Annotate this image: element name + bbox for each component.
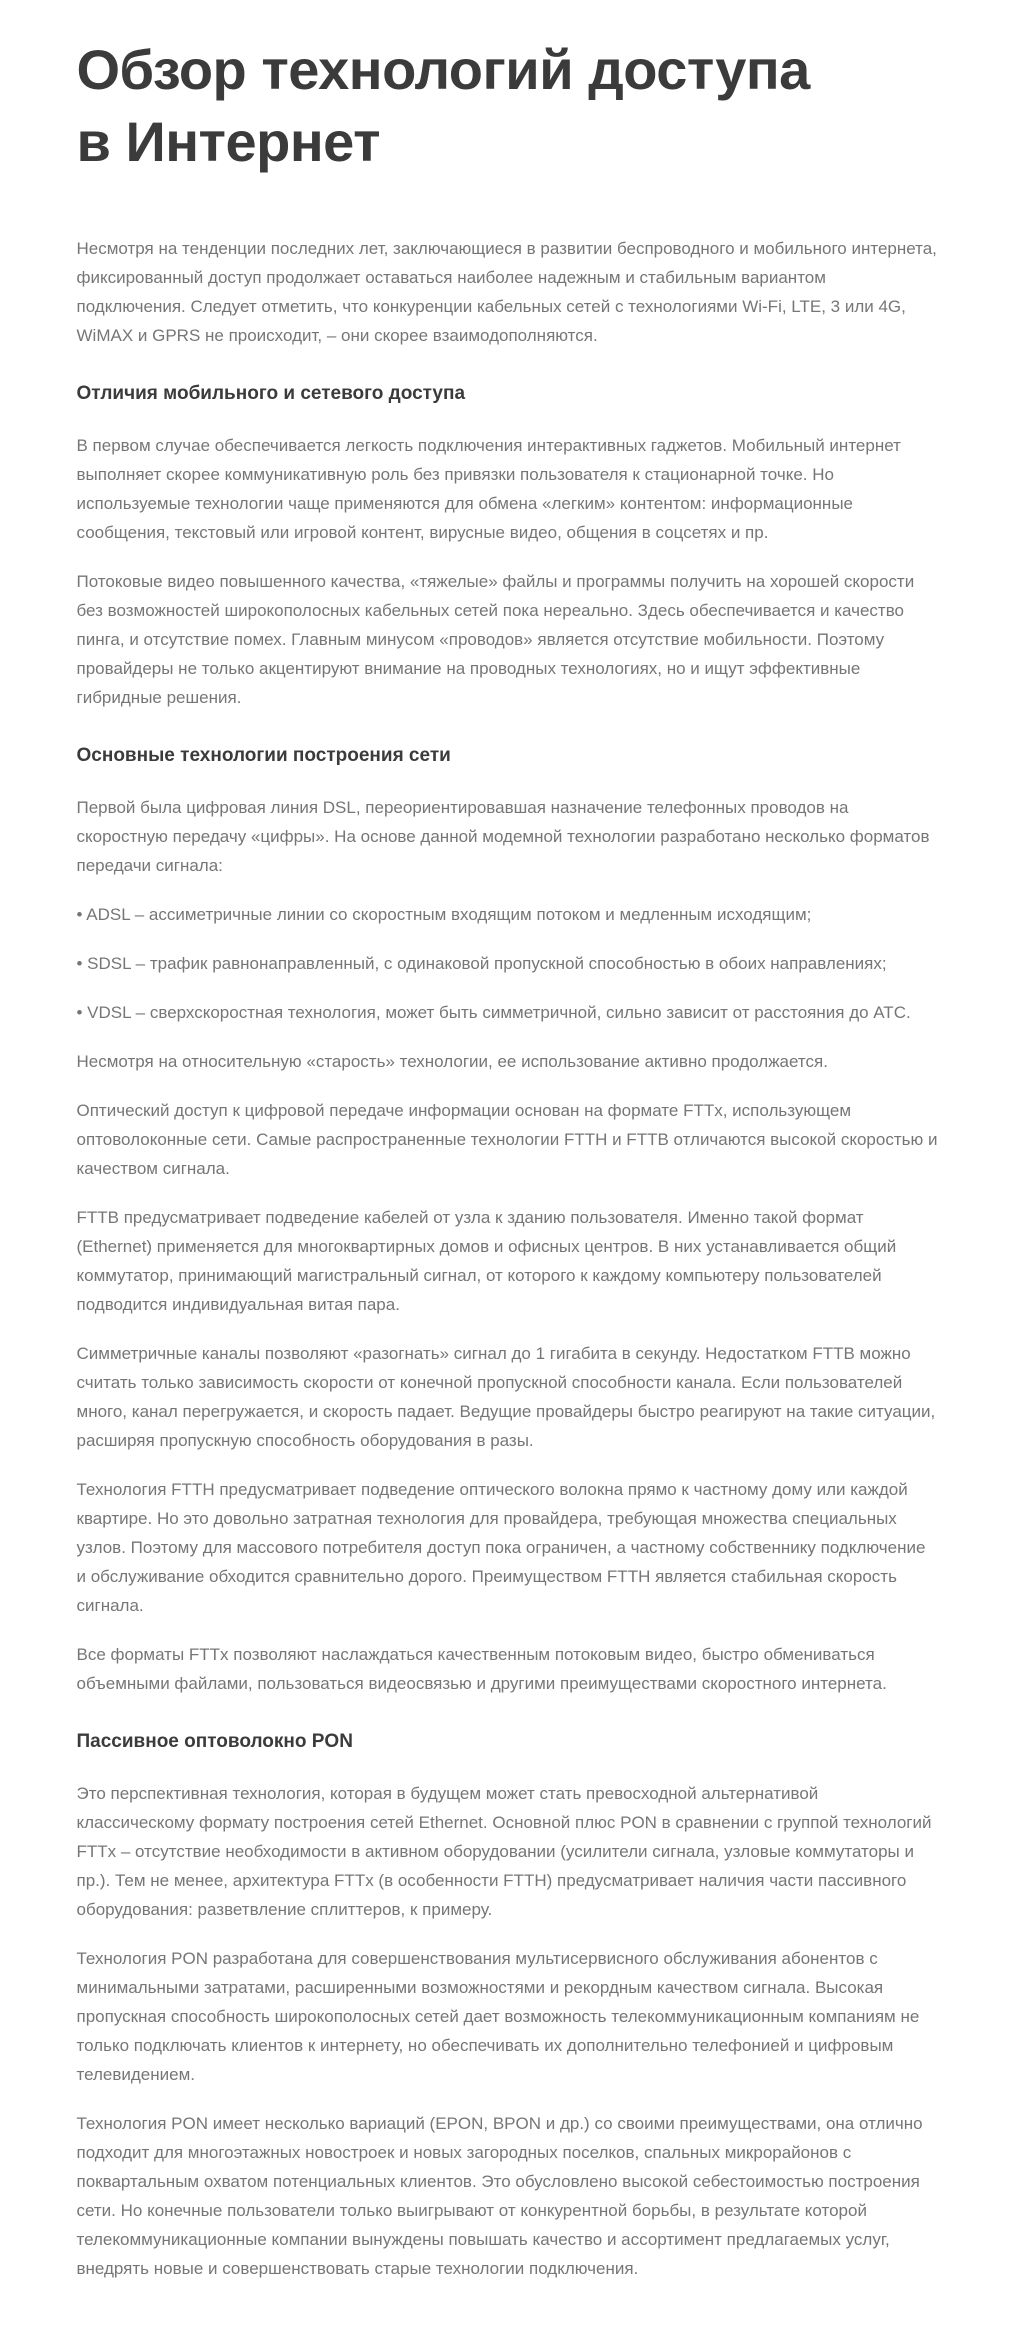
paragraph: Технология PON имеет несколько вариаций (EPON, BPON и др.) со своими преимуществами, она отлично подходит для многоэтажных новостроек и новых загородных поселков, спальных микрорайонов с поквартальным охватом потенциальных клиентов. Это обусловлено высокой себестоимостью построения сети. Но конечные пользователи только выигрывают от конкурентной борьбы, в результате которой телекоммуникационные компании вынуждены повышать качество и ассортимент предлагаемых услуг, внедрять новые и совершенствовать старые технологии подключения. — [76, 2114, 923, 2278]
paragraph: В первом случае обеспечивается легкость подключения интерактивных гаджетов. Мобильный интернет выполняет скорее коммуникативную роль без привязки пользователя к стационарной точке. Но используемые технологии чаще применяются для обмена «легким» контентом: информационные сообщения, текстовый или игровой контент, вирусные видео, общения в соцсетях и пр. — [76, 436, 901, 542]
paragraph: Все форматы FTTx позволяют наслаждаться качественным потоковым видео, быстро обмениваться объемными файлами, пользоваться видеосвязью и другими преимуществами скоростного интернета. — [76, 1645, 887, 1693]
page-title: Обзор технологий доступа в Интернет — [76, 38, 810, 173]
section-passive-optical-network — [77, 1729, 939, 2283]
paragraph: Технология PON разработана для совершенствования мультисервисного обслуживания абонентов с минимальными затратами, расширенными возможностями и рекордным качеством сигнала. Высокая пропускная способность широкополосных сетей дает возможность телекоммуникационным компаниям не только подключать клиентов к интернету, но обеспечивать их дополнительно телефонией и цифровым телевидением. — [76, 1949, 920, 2084]
section-mobile-vs-network-access — [77, 381, 939, 712]
paragraph: Симметричные каналы позволяют «разогнать» сигнал до 1 гигабита в секунду. Недостатком FTTB можно считать только зависимость скорости от конечной пропускной способности канала. Если пользователей много, канал перегружается, и скорость падает. Ведущие провайдеры быстро реагируют на такие ситуации, расширяя пропускную способность оборудования в разы. — [76, 1344, 936, 1450]
paragraph: Это перспективная технология, которая в будущем может стать превосходной альтернативой классическому формату построения сетей Ethernet. Основной плюс PON в сравнении с группой технологий FTTx – отсутствие необходимости в активном оборудовании (усилители сигнала, узловые коммутаторы и пр.). Тем не менее, архитектура FTTx (в особенности FTTH) предусматривает наличия части пассивного оборудования: разветвление сплиттеров, к примеру. — [76, 1784, 932, 1919]
section-network-build-technologies — [77, 743, 939, 1698]
bullet-item-vdsl: • VDSL – сверхскоростная технология, может быть симметричной, сильно зависит от расстояния до АТС. — [76, 1003, 911, 1022]
section-heading-pon: Пассивное оптоволокно PON — [76, 1731, 353, 1752]
paragraph: Несмотря на относительную «старость» технологии, ее использование активно продолжается. — [76, 1052, 828, 1071]
paragraph: Первой была цифровая линия DSL, переориентировавшая назначение телефонных проводов на скоростную передачу «цифры». На основе данной модемной технологии разработано несколько форматов передачи сигнала: — [76, 798, 930, 875]
bullet-item-adsl: • ADSL – ассиметричные линии со скоростным входящим потоком и медленным исходящим; — [76, 905, 812, 924]
intro-paragraph: Несмотря на тенденции последних лет, заключающиеся в развитии беспроводного и мобильного интернета, фиксированный доступ продолжает оставаться наиболее надежным и стабильным вариантом подключения. Следует отметить, что конкуренции кабельных сетей с технологиями Wi-Fi, LTE, 3 или 4G, WiMAX и GPRS не происходит, – они скорее взаимодополняются. — [76, 239, 937, 345]
paragraph: Потоковые видео повышенного качества, «тяжелые» файлы и программы получить на хорошей скорости без возможностей широкополосных кабельных сетей пока нереально. Здесь обеспечивается и качество пинга, и отсутствие помех. Главным минусом «проводов» является отсутствие мобильности. Поэтому провайдеры не только акцентируют внимание на проводных технологиях, но и ищут эффективные гибридные решения. — [76, 572, 915, 707]
section-heading-mobile-vs-network: Отличия мобильного и сетевого доступа — [76, 383, 466, 404]
paragraph: Оптический доступ к цифровой передаче информации основан на формате FTTx, использующем оптоволоконные сети. Самые распространенные технологии FTTH и FTTB отличаются высокой скоростью и качеством сигнала. — [76, 1101, 938, 1178]
bullet-item-sdsl: • SDSL – трафик равнонаправленный, с одинаковой пропускной способностью в обоих направлениях; — [76, 954, 887, 973]
paragraph: Технология FTTH предусматривает подведение оптического волокна прямо к частному дому или каждой квартире. Но это довольно затратная технология для провайдера, требующая множества специальных узлов. Поэтому для массового потребителя доступ пока ограничен, а частному собственнику подключение и обслуживание обходится сравнительно дорого. Преимуществом FTTH является стабильная скорость сигнала. — [76, 1480, 926, 1615]
section-heading-network-technologies: Основные технологии построения сети — [76, 745, 451, 766]
paragraph: FTTB предусматривает подведение кабелей от узла к зданию пользователя. Именно такой формат (Ethernet) применяется для многоквартирных домов и офисных центров. В них устанавливается общий коммутатор, принимающий магистральный сигнал, от которого к каждому компьютеру пользователей подводится индивидуальная витая пара. — [76, 1208, 897, 1314]
article-page — [77, 0, 939, 2343]
